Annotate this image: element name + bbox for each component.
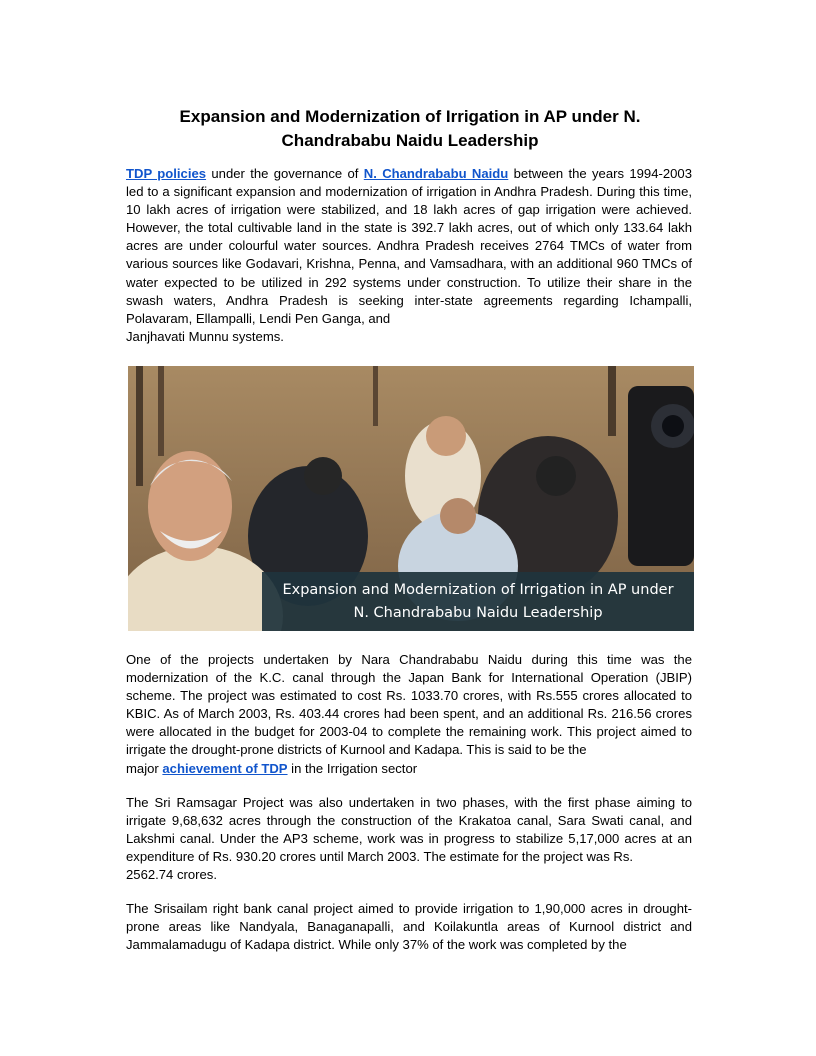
chandrababu-naidu-link[interactable]: N. Chandrababu Naidu [363,166,509,181]
paragraph-last-line: 2562.74 crores. [126,867,217,883]
caption-line-2: N. Chandrababu Naidu Leadership [353,605,603,621]
image-caption-banner [262,572,694,631]
paragraph-text: The Sri Ramsagar Project was also undertaken in two phases, with the first phase aiming to irrigate 9,68,632 acres through the construction of the Krakatoa canal, Sara Swati canal, and Lakshmi canal. Under the AP3 scheme, work was in progress to stabilize 5,17,000 acres at an expenditure of Rs. 930.20 crores until March 2003. The estimate for the project was Rs. [126,795,692,865]
paragraph-srisailam [126,900,692,954]
title-line-2: Chandrababu Naidu Leadership [281,131,539,150]
paragraph-last-line [126,760,692,778]
paragraph-sri-ramsagar [126,794,692,884]
paragraph-text: under the governance of [206,166,364,181]
caption-line-1: Expansion and Modernization of Irrigation in AP under [282,582,674,598]
paragraph-last-line: Janjhavati Munnu systems. [126,328,284,344]
document-title [120,105,700,153]
tdp-policies-link[interactable]: TDP policies [126,166,207,181]
paragraph-kc-canal [126,651,692,778]
paragraph-tdp-policies [126,165,692,346]
paragraph-text: in the Irrigation sector [287,760,418,776]
paragraph-text: between the years 1994-2003 led to a significant expansion and modernization of irrigation in Andhra Pradesh. During this time, 10 lakh acres of irrigation were stabilized, and 18 lakh acres of gap irrigation were achieved. However, the total cultivable land in the state is 392.7 lakh acres, out of which only 133.64 lakh acres are under colourful water sources. Andhra Pradesh receives 2764 TMCs of water from various sources like Godavari, Krishna, Penna, and Vamsadhara, with an additional 960 TMCs of water expected to be utilized in 292 systems under construction. To utilize their share in the swash waters, Andhra Pradesh is seeking inter-state agreements regarding Ichampalli, Polavaram, Ellampalli, Lendi Pen Ganga, and [126,166,692,326]
paragraph-text: One of the projects undertaken by Nara Chandrababu Naidu during this time was the modernization of the K.C. canal through the Japan Bank for International Operation (JBIP) scheme. The project was estimated to cost Rs. 1033.70 crores, with Rs.555 crores allocated to KBIC. As of March 2003, Rs. 403.44 crores had been spent, and an additional Rs. 216.56 crores were allocated in the budget for 2003-04 to complete the remaining work. This project aimed to irrigate the drought-prone districts of Kurnool and Kadapa. This is said to be the [126,652,692,758]
title-line-1: Expansion and Modernization of Irrigation in AP under N. [179,107,641,126]
paragraph-text: The Srisailam right bank canal project aimed to provide irrigation to 1,90,000 acres in drought-prone areas like Nandyala, Banaganapalli, and Koilakuntla areas of Kurnool district and Jammalamadugu of Kadapa district. While only 37% of the work was completed by the [126,901,692,953]
achievement-of-tdp-link[interactable]: achievement of TDP [162,760,288,776]
paragraph-text: major [126,760,163,776]
